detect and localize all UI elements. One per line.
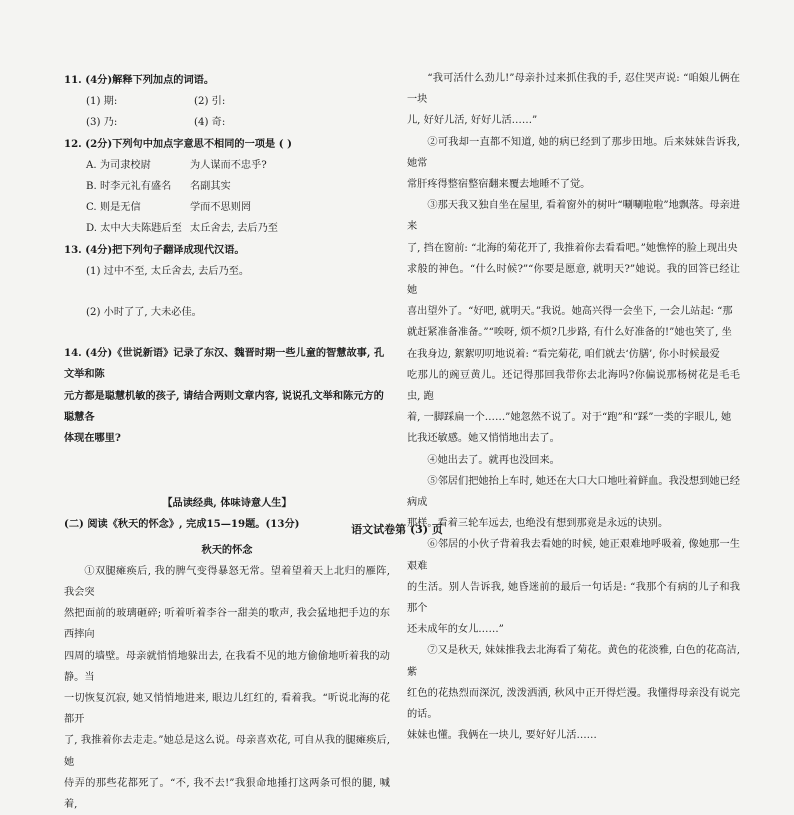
paragraph-line: 一切恢复沉寂, 她又悄悄地进来, 眼边儿红红的, 看着我。“听说北海的花都开 — [64, 693, 390, 726]
paragraph-line: 比我还敏感。她又悄悄地出去了。 — [407, 433, 560, 445]
q11-row-2 — [64, 112, 390, 133]
paragraph-line: ③那天我又独自坐在屋里, 看着窗外的树叶“唰唰啦啦”地飘落。母亲进来 — [407, 200, 740, 233]
q11-title: 11. (4分)解释下列加点的词语。 — [64, 74, 215, 86]
q14-line: 体现在哪里? — [64, 432, 121, 445]
paragraph-line: 四周的墙壁。母亲就悄悄地躲出去, 在我看不见的地方偷偷地听着我的动静。当 — [64, 650, 390, 683]
q12-option-d — [64, 218, 390, 239]
left-column — [64, 70, 390, 815]
article-title: 秋天的怀念 — [201, 543, 253, 556]
q12-option-a — [64, 155, 390, 176]
paragraph-line: 了, 挡在窗前: “北海的菊花开了, 我推着你去看看吧。”她憔悴的脸上现出央 — [407, 242, 738, 254]
paragraph-1 — [64, 561, 390, 815]
paragraph-line: 就赶紧准备准备。”“唉呀, 烦不烦?几步路, 有什么好准备的!”她也笑了, 坐 — [407, 327, 732, 339]
paragraph-2 — [407, 132, 740, 196]
paragraph-line: 那样。看着三轮车远去, 也绝没有想到那竟是永远的诀别。 — [407, 518, 669, 530]
q13-answer-space-2 — [64, 323, 390, 343]
q12-option-b-left: B. 时李元礼有盛名 — [86, 181, 172, 193]
paragraph-line: 妹妹也懂。我俩在一块儿, 要好好儿活…… — [407, 730, 597, 742]
paragraph-line: ②可我却一直都不知道, 她的病已经到了那步田地。后来妹妹告诉我, 她常 — [407, 136, 740, 169]
paragraph-line: 然把面前的玻璃砸碎; 听着听着李谷一甜美的歌声, 我会猛地把手边的东西摔向 — [64, 608, 390, 641]
q12-option-d-left: D. 太中大夫陈韪后至 — [86, 223, 182, 235]
q14-line: 元方都是聪慧机敏的孩子, 请结合两则文章内容, 说说孔文举和陈元方的聪慧各 — [64, 389, 384, 423]
paragraph-line: 红色的花热烈而深沉, 泼泼洒洒, 秋风中正开得烂漫。我懂得母亲没有说完的话。 — [407, 687, 740, 721]
paragraph-line: 着, 一脚踩扁一个……”她忽然不说了。对于“跑”和“踩”一类的字眼儿, 她 — [407, 412, 732, 424]
paragraph-line: 求般的神色。“什么时候?”“你要是愿意, 就明天?”她说。我的回答已经让她 — [407, 263, 740, 297]
paragraph-quote — [407, 68, 740, 132]
q11-item-4: (4) 奇: — [194, 117, 226, 129]
paragraph-line: 吃那儿的豌豆黄儿。还记得那回我带你去北海吗?你偏说那杨树花是毛毛虫, 跑 — [407, 369, 740, 403]
paragraph-line: 在我身边, 絮絮叨叨地说着: “看完菊花, 咱们就去‘仿膳’, 你小时候最爱 — [407, 348, 720, 360]
paragraph-line: 的生活。别人告诉我, 她昏迷前的最后一句话是: “我那个有病的儿子和我那个 — [407, 581, 740, 615]
q11-item-2: (2) 引: — [194, 96, 226, 108]
paragraph-line: “我可活什么劲儿!”母亲扑过来抓住我的手, 忍住哭声说: “咱娘儿俩在一块 — [407, 73, 740, 106]
paragraph-line: 喜出望外了。“好吧, 就明天。”我说。她高兴得一会坐下, 一会儿站起: “那 — [407, 306, 733, 318]
paragraph-line: 还未成年的女儿……” — [407, 624, 504, 636]
q13-answer-space — [64, 282, 390, 302]
paragraph-line: ⑥邻居的小伙子背着我去看她的时候, 她正艰难地呼吸着, 像她那一生艰难 — [407, 539, 740, 572]
q12-option-c-right: 学而不思则罔 — [190, 202, 252, 214]
section2-title: (二) 阅读《秋天的怀念》, 完成15—19题。(13分) — [64, 518, 300, 531]
q12-option-a-right: 为人谋而不忠乎? — [190, 159, 267, 171]
q14-answer-space — [64, 449, 390, 493]
paragraph-line: ①双腿瘫痪后, 我的脾气变得暴怒无常。望着望着天上北归的雁阵, 我会突 — [64, 565, 390, 599]
paragraph-line: 儿, 好好儿活, 好好儿活……” — [407, 115, 538, 127]
paragraph-line: 常肝疼得整宿整宿翻来覆去地睡不了觉。 — [407, 179, 591, 191]
q13-item-2: (2) 小时了了, 大未必佳。 — [86, 307, 202, 319]
q14-line: 14. (4分)《世说新语》记录了东汉、魏晋时期一些儿童的智慧故事, 孔文举和陈 — [64, 347, 385, 381]
paragraph-line: ⑤邻居们把她抬上车时, 她还在大口大口地吐着鲜血。我没想到她已经病成 — [407, 475, 740, 509]
q12-option-a-left: A. 为司隶校尉 — [86, 159, 151, 171]
q12-title: 12. (2分)下列句中加点字意思不相同的一项是 ( ) — [64, 137, 292, 150]
paragraph-line: 了, 我推着你去走走。”她总是这么说。母亲喜欢花, 可自从我的腿瘫痪后, 她 — [64, 735, 390, 768]
q12-option-c — [64, 197, 390, 218]
q11-item-3: (3) 乃: — [86, 117, 118, 129]
q11-row-1 — [64, 91, 390, 112]
paragraph-3 — [407, 195, 740, 449]
q13-item-1: (1) 过中不至, 太丘舍去, 去后乃至。 — [86, 265, 250, 277]
paragraph-6 — [407, 534, 740, 640]
paragraph-4: ④她出去了。就再也没回来。 — [427, 454, 560, 466]
right-column — [407, 68, 740, 747]
paragraph-7 — [407, 640, 740, 746]
q12-option-b-right: 名副其实 — [190, 181, 231, 193]
section-header: 【品读经典, 体味诗意人生】 — [162, 497, 292, 510]
paragraph-line: 侍弄的那些花都死了。“不, 我不去!”我狠命地捶打这两条可恨的腿, 喊着, — [64, 777, 390, 811]
q13-title: 13. (4分)把下列句子翻译成现代汉语。 — [64, 243, 245, 256]
page-footer: 语文试卷第 (3) 页 — [351, 523, 443, 536]
q12-option-b — [64, 176, 390, 197]
q12-option-d-right: 太丘舍去, 去后乃至 — [190, 223, 278, 235]
q14-question — [64, 343, 390, 449]
paragraph-line: ⑦又是秋天, 妹妹推我去北海看了菊花。黄色的花淡雅, 白色的花高洁, 紫 — [407, 645, 740, 678]
q11-item-1: (1) 期: — [86, 96, 118, 108]
q12-option-c-left: C. 则是无信 — [86, 202, 141, 214]
